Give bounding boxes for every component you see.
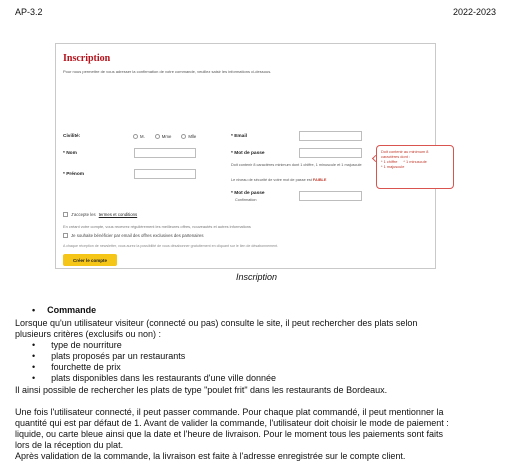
tooltip-rules: * 1 chiffre * 1 minuscule * 1 majuscule bbox=[381, 159, 427, 169]
order-line-2: quantité qui est par défaut de 1. Avant de valider la commande, l'utilisateur doit choisir le mode de paiement : bbox=[15, 418, 449, 428]
inscription-form-screenshot bbox=[55, 43, 436, 269]
list-item: • type de nourriture bbox=[32, 340, 122, 350]
password-tooltip: Doit contenir au minimum 8 caractères dont : * 1 chiffre * 1 minuscule * 1 majuscule bbox=[376, 145, 454, 189]
bullet-icon: • bbox=[32, 305, 36, 315]
newsletter-notice: A chaque réception de newsletter, vous aurez la possibilité de vous désabonner gratuitement en cliquant sur le lien de désabonnement. bbox=[63, 244, 279, 248]
nom-input[interactable] bbox=[134, 148, 196, 158]
password-help: Doit contenir 8 caractères minimum dont 1 chiffre, 1 minuscule et 1 majuscule bbox=[231, 163, 362, 167]
account-note: En créant votre compte, vous recevrez régulièrement les meilleures offres, nouveautés et autres informations bbox=[63, 224, 251, 229]
delivery-line: Après validation de la commande, la livraison est faite à l'adresse enregistrée sur le compte client. bbox=[15, 451, 406, 461]
civilite-label: Civilité: bbox=[63, 134, 81, 139]
form-title: Inscription bbox=[63, 53, 111, 64]
password-label: * Mot de passe bbox=[231, 151, 265, 156]
checkbox-icon[interactable] bbox=[63, 212, 68, 217]
radio-circle-icon[interactable] bbox=[155, 134, 160, 139]
offers-checkbox-row[interactable]: Je souhaite bénéficier par email des offres exclusives des partenaires bbox=[63, 233, 203, 238]
order-line-1: Une fois l'utilisateur connecté, il peut passer commande. Pour chaque plat commandé, il peut mentionner la bbox=[15, 407, 444, 417]
bullet-icon: • bbox=[32, 373, 36, 383]
order-line-4: lors de la réception du plat. bbox=[15, 440, 124, 450]
list-item: • fourchette de prix bbox=[32, 362, 121, 372]
order-line-3: liquide, ou carte bleue ainsi que la date et l'heure de livraison. Pour le moment tous les paiements sont faits bbox=[15, 429, 443, 439]
civilite-radio-group bbox=[133, 134, 196, 139]
confirm-label: * Mot de passe bbox=[231, 191, 265, 196]
bullet-icon: • bbox=[32, 340, 36, 350]
bullet-icon: • bbox=[32, 351, 36, 361]
list-item: • plats disponibles dans les restaurants d'une ville donnée bbox=[32, 373, 277, 383]
radio-circle-icon[interactable] bbox=[181, 134, 186, 139]
confirm-sublabel: Confirmation bbox=[235, 198, 257, 202]
section-heading: • Commande bbox=[32, 305, 97, 315]
prenom-input[interactable] bbox=[134, 169, 196, 179]
radio-circle-icon[interactable] bbox=[133, 134, 138, 139]
list-item: • plats proposés par un restaurants bbox=[32, 351, 186, 361]
document-code: AP-3.2 bbox=[15, 7, 43, 17]
nom-label: * Nom bbox=[63, 151, 77, 156]
radio-mme[interactable]: Mme bbox=[155, 134, 172, 139]
password-strength: Le niveau de sécurité de votre mot de passe est FAIBLE bbox=[231, 178, 327, 182]
radio-mlle[interactable]: Mlle bbox=[181, 134, 196, 139]
confirm-password-input[interactable] bbox=[299, 191, 362, 201]
radio-m[interactable]: M. bbox=[133, 134, 145, 139]
example-line: Il ainsi possible de rechercher les plats de type "poulet frit" dans les restaurants de Bordeaux. bbox=[15, 385, 388, 395]
create-account-button[interactable]: Créer le compte bbox=[63, 254, 117, 266]
intro-line-2: plusieurs critères (exclusifs ou non) : bbox=[15, 329, 162, 339]
academic-year: 2022-2023 bbox=[452, 7, 496, 17]
terms-checkbox-row[interactable]: J'accepte les termes et conditions bbox=[63, 212, 137, 217]
intro-line-1: Lorsque qu'un utilisateur visiteur (connecté ou pas) consulte le site, il peut rechercher des plats selon bbox=[15, 318, 418, 328]
checkbox-icon[interactable] bbox=[63, 233, 68, 238]
email-label: * Email bbox=[231, 134, 247, 139]
bullet-icon: • bbox=[32, 362, 36, 372]
strength-level: FAIBLE bbox=[312, 178, 327, 182]
prenom-label: * Prénom bbox=[63, 172, 85, 177]
terms-link[interactable]: termes et conditions bbox=[98, 212, 138, 217]
email-input[interactable] bbox=[299, 131, 362, 141]
password-input[interactable] bbox=[299, 148, 362, 158]
form-subtitle: Pour nous permettre de vous adresser la confirmation de votre commande, veuillez saisir les informations ci-dessous. bbox=[63, 69, 272, 74]
criteria-list bbox=[32, 340, 276, 384]
figure-caption: Inscription bbox=[235, 272, 278, 282]
